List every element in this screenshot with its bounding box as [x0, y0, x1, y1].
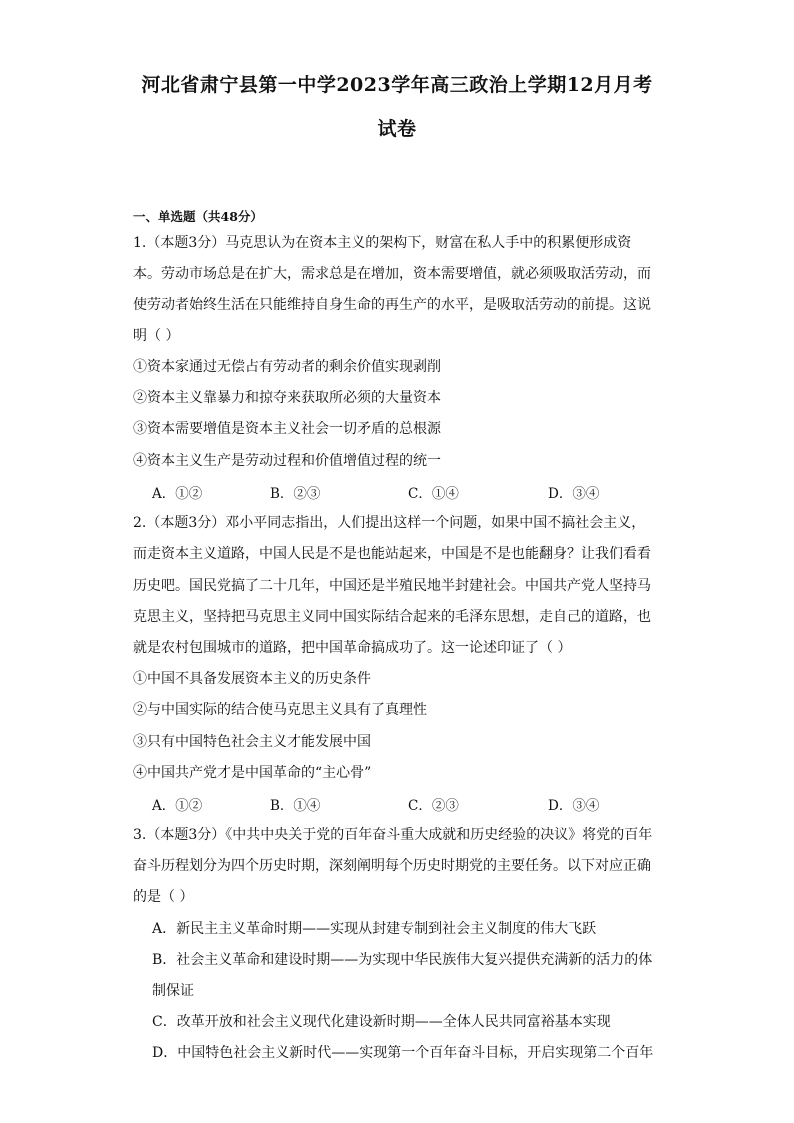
q2-stem-line: 克思主义，坚持把马克思主义同中国实际结合起来的毛泽东思想，走自己的道路，也: [133, 609, 651, 625]
q3-stem-line: 的是（ ）: [133, 889, 194, 905]
q1-statement: ④资本主义生产是劳动过程和价值增值过程的统一: [133, 453, 441, 469]
q1-option-d[interactable]: D．③④: [548, 486, 600, 502]
q3-option-a[interactable]: A．新民主主义革命时期——实现从封建专制到社会主义制度的伟大飞跃: [152, 921, 597, 937]
q1-statement: ②资本主义靠暴力和掠夺来获取所必须的大量资本: [133, 390, 441, 406]
q1-option-c[interactable]: C．①④: [408, 486, 459, 502]
q1-stem-line: 使劳动者始终生活在只能维持自身生命的再生产的水平，是吸取活劳动的前提。这说: [133, 297, 651, 313]
q3-stem-line: 3.（本题3分）《中共中央关于党的百年奋斗重大成就和历史经验的决议》将党的百年: [133, 827, 653, 843]
q3-option-c[interactable]: C．改革开放和社会主义现代化建设新时期——全体人民共同富裕基本实现: [152, 1014, 611, 1030]
q1-statement: ①资本家通过无偿占有劳动者的剩余价值实现剥削: [133, 359, 441, 375]
q1-stem-line: 明（ ）: [133, 328, 180, 344]
q2-stem-line: 历史吧。国民党搞了二十几年，中国还是半殖民地半封建社会。中国共产党人坚持马: [133, 578, 651, 594]
q2-statement: ③只有中国特色社会主义才能发展中国: [133, 734, 371, 750]
q1-stem-line: 1.（本题3分）马克思认为在资本主义的架构下，财富在私人手中的积累便形成资: [133, 235, 632, 251]
q2-statement: ④中国共产党才是中国革命的“主心骨”: [133, 765, 372, 781]
exam-title-line2: 试卷: [377, 118, 417, 140]
q2-stem-line: 2.（本题3分）邓小平同志指出，人们提出这样一个问题，如果中国不搞社会主义，: [133, 515, 646, 531]
q2-stem-line: 就是农村包围城市的道路，把中国革命搞成功了。这一论述印证了（ ）: [133, 640, 572, 656]
q2-stem-line: 而走资本主义道路，中国人民是不是也能站起来，中国是不是也能翻身？让我们看看: [133, 546, 651, 562]
q1-stem-line: 本。劳动市场总是在扩大，需求总是在增加，资本需要增值，就必须吸取活劳动，而: [133, 266, 651, 282]
q2-statement: ②与中国实际的结合使马克思主义具有了真理性: [133, 702, 427, 718]
q2-option-b[interactable]: B．①④: [270, 798, 321, 814]
q2-option-d[interactable]: D．③④: [548, 798, 600, 814]
q3-option-b-continued: 制保证: [152, 983, 194, 999]
q3-option-d[interactable]: D．中国特色社会主义新时代——实现第一个百年奋斗目标，开启实现第二个百年: [152, 1045, 654, 1061]
q1-statement: ③资本需要增值是资本主义社会一切矛盾的总根源: [133, 421, 441, 437]
q1-option-a[interactable]: A．①②: [152, 486, 203, 502]
section-header: 一、单选题（共48分）: [133, 209, 263, 224]
q2-option-c[interactable]: C．②③: [408, 798, 459, 814]
q1-option-b[interactable]: B．②③: [270, 486, 321, 502]
q2-option-a[interactable]: A．①②: [152, 798, 203, 814]
q3-stem-line: 奋斗历程划分为四个历史时期，深刻阐明每个历史时期党的主要任务。以下对应正确: [133, 858, 651, 874]
exam-title-line1: 河北省肃宁县第一中学2023学年高三政治上学期12月月考: [141, 74, 653, 96]
q3-option-b[interactable]: B．社会主义革命和建设时期——为实现中华民族伟大复兴提供充满新的活力的体: [152, 952, 653, 968]
q2-statement: ①中国不具备发展资本主义的历史条件: [133, 671, 371, 687]
